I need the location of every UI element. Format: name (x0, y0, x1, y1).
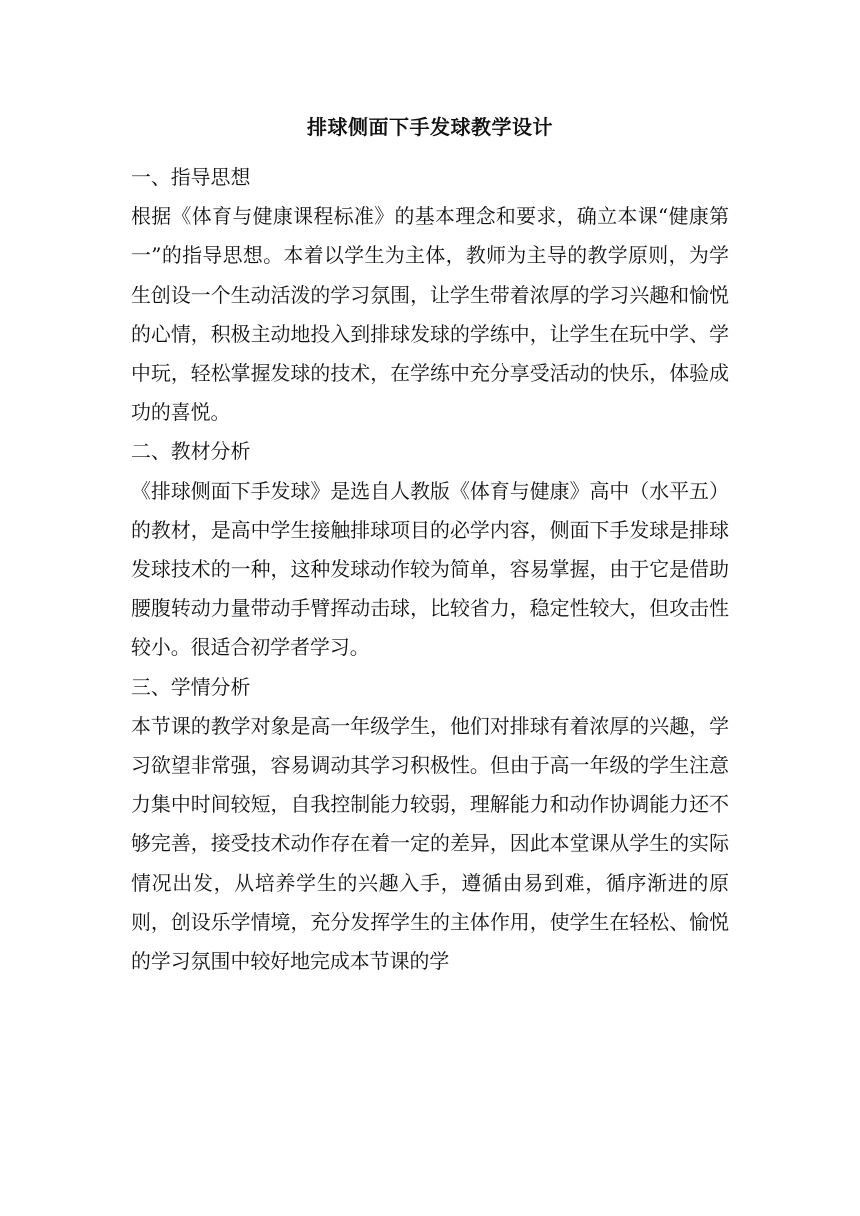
section-paragraph: 本节课的教学对象是高一年级学生，他们对排球有着浓厚的兴趣，学习欲望非常强，容易调动其学习积极性。但由于高一年级的学生注意力集中时间较短，自我控制能力较弱，理解能力和动作协调能力还不够完善，接受技术动作存在着一定的差异，因此本堂课从学生的实际情况出发，从培养学生的兴趣入手，遵循由易到难，循序渐进的原则，创设乐学情境，充分发挥学生的主体作用，使学生在轻松、愉悦的学习氛围中较好地完成本节课的学 (131, 714, 729, 974)
section-heading: 一、指导思想 (131, 166, 251, 189)
section-heading: 二、教材分析 (131, 440, 251, 464)
document-page (131, 112, 729, 981)
section-heading: 三、学情分析 (131, 675, 251, 699)
document-title: 排球侧面下手发球教学设计 (307, 115, 553, 139)
section-textbook-analysis (131, 432, 729, 667)
section-paragraph: 《排球侧面下手发球》是选自人教版《体育与健康》高中（水平五）的教材，是高中学生接触排球项目的必学内容，侧面下手发球是排球发球技术的一种，这种发球动作较为简单，容易掌握，由于它是借助腰腹转动力量带动手臂挥动击球，比较省力，稳定性较大，但攻击性较小。很适合初学者学习。 (131, 479, 729, 660)
section-guiding-ideology (131, 158, 729, 432)
section-student-analysis (131, 668, 729, 982)
section-paragraph: 根据《体育与健康课程标准》的基本理念和要求，确立本课“健康第一”的指导思想。本着以学生为主体，教师为主导的教学原则，为学生创设一个生动活泼的学习氛围，让学生带着浓厚的学习兴趣和愉悦的心情，积极主动地投入到排球发球的学练中，让学生在玩中学、学中玩，轻松掌握发球的技术，在学练中充分享受活动的快乐，体验成功的喜悦。 (131, 205, 729, 425)
